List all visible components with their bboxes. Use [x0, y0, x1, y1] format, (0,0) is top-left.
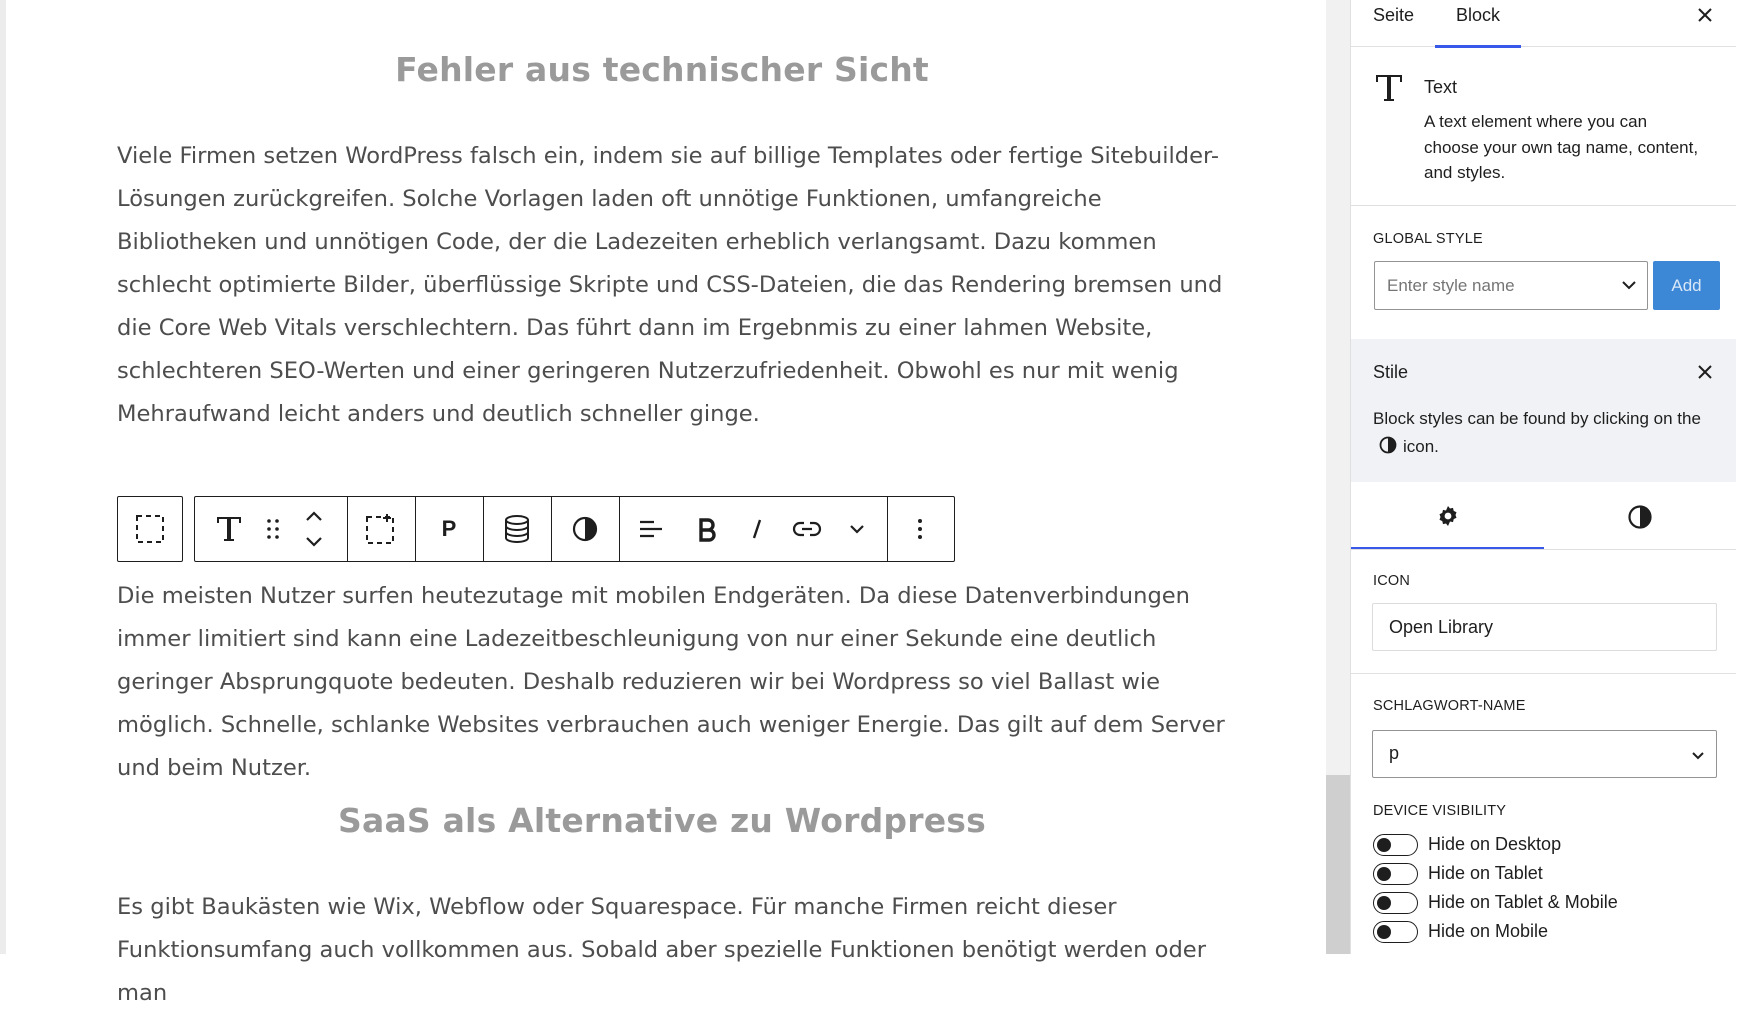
block-outline-group — [348, 497, 416, 561]
select-parent-button[interactable] — [117, 496, 183, 562]
move-up-down-icon[interactable] — [283, 497, 345, 561]
hide-desktop-label: Hide on Desktop — [1428, 834, 1562, 854]
block-description: A text element where you can choose your own tag name, content, and styles. — [1424, 112, 1699, 182]
chevron-down-icon — [1621, 278, 1637, 296]
editor-edge — [0, 0, 6, 954]
stile-text-after: icon. — [1403, 437, 1439, 456]
tag-name-select[interactable] — [1372, 730, 1717, 778]
hide-tablet-row — [1373, 861, 1713, 885]
scrollbar-thumb[interactable] — [1326, 775, 1350, 954]
tag-name-value: p — [1389, 743, 1400, 763]
device-visibility-label: DEVICE VISIBILITY — [1373, 803, 1507, 819]
tab-settings[interactable] — [1351, 482, 1544, 550]
inspector-tabs-divider — [1351, 549, 1736, 550]
icon-library-value: Open Library — [1389, 617, 1494, 637]
text-block-icon[interactable] — [195, 497, 263, 561]
add-style-button[interactable]: Add — [1653, 261, 1720, 310]
settings-sidebar — [1350, 0, 1735, 954]
chevron-down-icon — [1690, 749, 1706, 767]
hide-desktop-row — [1373, 832, 1713, 856]
hide-tablet-mobile-label: Hide on Tablet & Mobile — [1428, 892, 1618, 912]
icon-library-field[interactable] — [1372, 603, 1717, 651]
editor-scrollbar[interactable] — [1326, 0, 1350, 954]
link-icon[interactable] — [782, 497, 832, 561]
block-title: Text — [1424, 77, 1458, 97]
tab-styles[interactable] — [1544, 482, 1737, 550]
stile-title: Stile — [1373, 362, 1409, 382]
options-icon[interactable] — [888, 497, 952, 561]
more-chevron-icon[interactable] — [832, 497, 882, 561]
global-style-select[interactable] — [1374, 261, 1648, 310]
sidebar-tabs — [1351, 0, 1736, 47]
text-block-icon — [1373, 72, 1405, 109]
stile-text — [1373, 405, 1713, 463]
block-outline-icon[interactable] — [348, 497, 414, 561]
global-style-placeholder: Enter style name — [1387, 276, 1515, 295]
dynamic-data-group — [484, 497, 552, 561]
hide-tablet-toggle[interactable] — [1373, 863, 1418, 885]
close-sidebar-icon[interactable] — [1692, 2, 1718, 28]
hide-tablet-mobile-toggle[interactable] — [1373, 892, 1418, 914]
stile-notice — [1351, 339, 1736, 482]
close-icon[interactable] — [1694, 361, 1716, 383]
paragraph-saas[interactable]: Es gibt Baukästen wie Wix, Webflow oder Squarespace. Für manche Firmen reicht dieser Funktionsumfang auch vollkommen aus. Sobald aber spezielle Funktionen benötigt werden oder man — [117, 894, 1207, 1006]
global-style-label: GLOBAL STYLE — [1373, 231, 1483, 247]
hide-tablet-label: Hide on Tablet — [1428, 863, 1543, 883]
block-switcher-group — [195, 497, 348, 561]
block-card — [1351, 47, 1736, 206]
format-group — [620, 497, 888, 561]
paragraph-mobile[interactable]: Die meisten Nutzer surfen heutezutage mit mobilen Endgeräten. Da diese Datenverbindungen immer limitiert sind kann eine Ladezeitbeschleunigung von nur einer Sekunde eine deutlich geringer Absprungquote bedeuten. Deshalb reduzieren wir bei Wordpress so viel Ballast wie möglich. Schnelle, schlanke Websites verbrauchen auch weniger Energie. Das gilt auf dem Server und beim Nutzer. — [117, 583, 1225, 781]
options-group — [888, 497, 954, 561]
stile-text-before: Block styles can be found by clicking on the — [1373, 409, 1701, 428]
tag-name-group — [416, 497, 484, 561]
styles-group — [552, 497, 620, 561]
bold-icon[interactable] — [682, 497, 732, 561]
divider — [1351, 673, 1736, 674]
select-parent-icon[interactable] — [118, 497, 181, 561]
hide-mobile-row — [1373, 919, 1713, 943]
settings-gear-icon — [1436, 504, 1460, 533]
styles-contrast-icon[interactable] — [552, 497, 618, 561]
block-toolbar — [194, 496, 955, 562]
hide-tablet-mobile-row — [1373, 890, 1713, 914]
hide-mobile-label: Hide on Mobile — [1428, 921, 1549, 941]
heading-technical-errors[interactable]: Fehler aus technischer Sicht — [395, 50, 929, 89]
align-icon[interactable] — [620, 497, 682, 561]
hide-desktop-toggle[interactable] — [1373, 834, 1418, 856]
icon-label: ICON — [1373, 573, 1411, 589]
tag-name-label: SCHLAGWORT-NAME — [1373, 698, 1526, 714]
tag-name-button[interactable]: P — [441, 516, 457, 541]
tab-seite[interactable]: Seite — [1373, 5, 1415, 25]
paragraph-intro[interactable]: Viele Firmen setzen WordPress falsch ein, indem sie auf billige Templates oder fertige Sitebuilder-Lösungen zurückgreifen. Solche Vorlagen laden oft unnötige Funktionen, umfangreiche Bibliotheken und unnötigen Code, der die Ladezeiten erheblich verlangsamt. Dazu kommen schlecht optimierte Bilder, überflüssige Skripte und CSS-Dateien, die das Rendering bremsen und die Core Web Vitals verschlechtern. Das führt dann im Ergebnmis zu einer lahmen Website, schlechteren SEO-Werten und einer geringeren Nutzerzufriedenheit. Obwohl es nur mit wenig Mehraufwand leicht anders und deutlich schneller ginge. — [117, 143, 1223, 427]
hide-mobile-toggle[interactable] — [1373, 921, 1418, 943]
styles-contrast-icon — [1627, 504, 1653, 535]
tab-block[interactable]: Block — [1435, 0, 1521, 47]
drag-handle-icon[interactable] — [263, 497, 283, 561]
database-icon[interactable] — [484, 497, 550, 561]
heading-saas-alternative[interactable]: SaaS als Alternative zu Wordpress — [338, 801, 986, 840]
italic-icon[interactable] — [732, 497, 782, 561]
styles-contrast-icon — [1379, 435, 1397, 463]
